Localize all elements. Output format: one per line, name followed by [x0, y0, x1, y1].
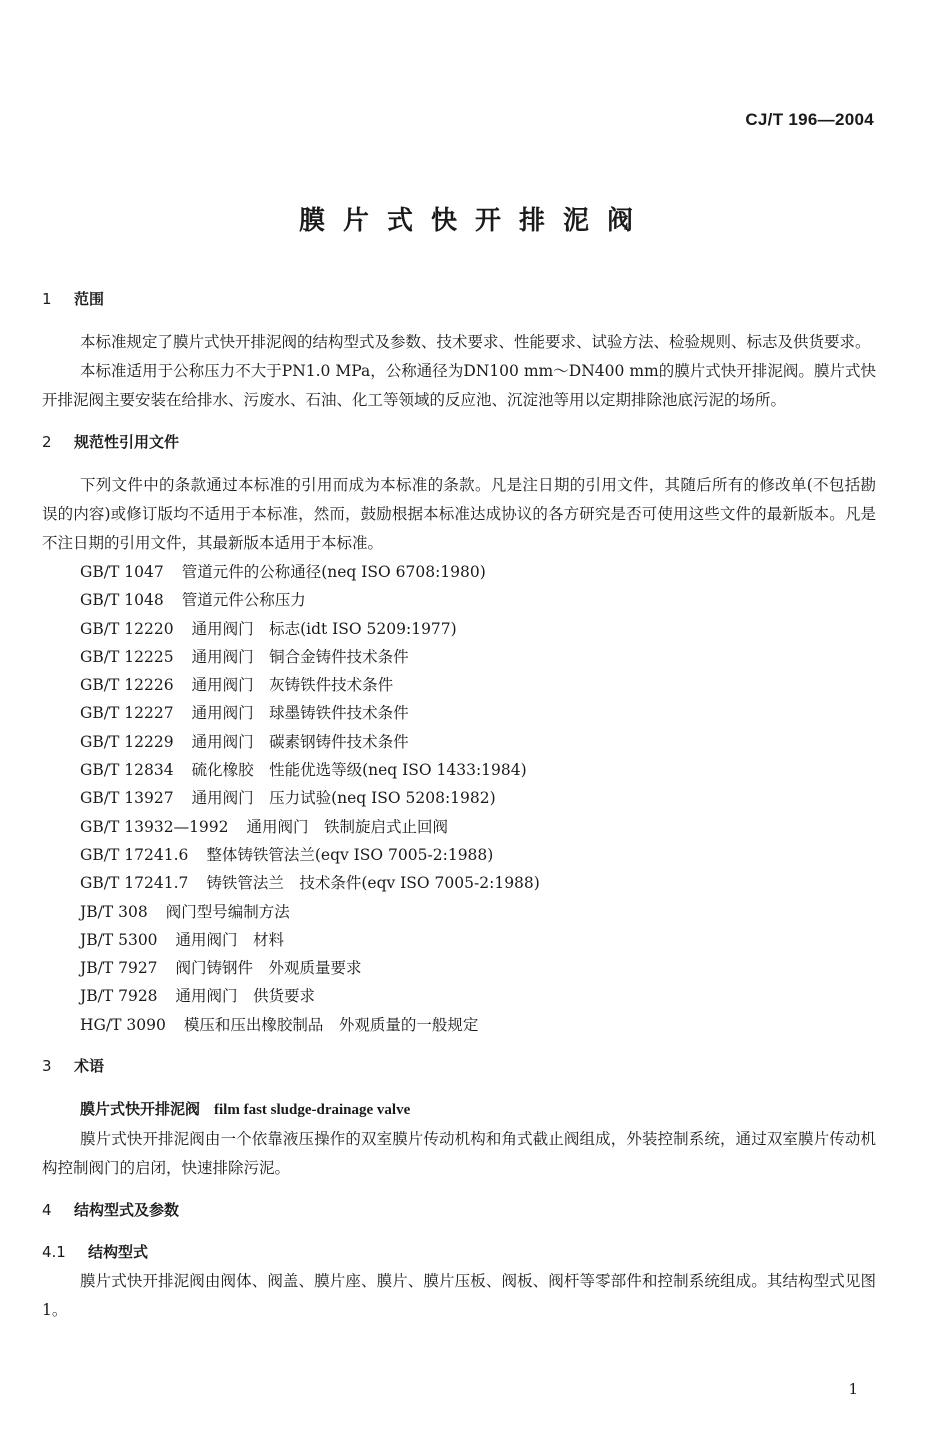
section-title: 规范性引用文件 — [74, 433, 180, 451]
reference-title: 模压和压出橡胶制品 外观质量的一般规定 — [183, 1015, 479, 1034]
reference-title: 管道元件公称压力 — [181, 591, 306, 610]
reference-item — [42, 615, 876, 643]
reference-code: JB/T 7927 — [80, 959, 158, 978]
reference-item — [42, 558, 876, 586]
reference-title: 整体铸铁管法兰(eqv ISO 7005-2:1988) — [206, 845, 494, 864]
section-4-heading — [42, 1195, 876, 1225]
paragraph: 下列文件中的条款通过本标准的引用而成为本标准的条款。凡是注日期的引用文件，其随后所有的修改单(不包括勘误的内容)或修订版均不适用于本标准，然而，鼓励根据本标准达成协议的各方研究是否可使用这些文件的最新版本。凡是不注日期的引用文件，其最新版本适用于本标准。 — [42, 476, 876, 552]
document-title: 膜片式快开排泥阀 — [298, 206, 651, 236]
reference-item — [42, 643, 876, 671]
reference-title: 通用阀门 灰铸铁件技术条件 — [191, 676, 394, 695]
section-number: 3 — [42, 1057, 52, 1076]
reference-code: JB/T 5300 — [80, 930, 158, 949]
subsection-title: 结构型式 — [88, 1243, 149, 1262]
page-number: 1 — [848, 1380, 858, 1398]
reference-code: GB/T 12220 — [80, 619, 174, 638]
reference-code: GB/T 13927 — [80, 789, 174, 808]
paragraph: 本标准规定了膜片式快开排泥阀的结构型式及参数、技术要求、性能要求、试验方法、检验规则、标志及供货要求。 — [80, 333, 871, 351]
subsection-4-1-heading — [42, 1237, 876, 1267]
section-title: 结构型式及参数 — [74, 1201, 180, 1220]
reference-title: 通用阀门 压力试验(neq ISO 5208:1982) — [191, 789, 496, 808]
reference-item — [42, 728, 876, 756]
section-title: 术语 — [74, 1057, 105, 1076]
term-english: film fast sludge-drainage valve — [214, 1102, 411, 1119]
document-body — [42, 284, 876, 1325]
reference-code: GB/T 12225 — [80, 647, 174, 666]
reference-list — [42, 558, 876, 1039]
reference-title: 通用阀门 铜合金铸件技术条件 — [191, 647, 409, 666]
reference-item — [42, 869, 876, 897]
reference-item — [42, 813, 876, 841]
paragraph: 膜片式快开排泥阀由阀体、阀盖、膜片座、膜片、膜片压板、阀板、阀杆等零部件和控制系统组成。其结构型式见图1。 — [42, 1272, 876, 1320]
reference-code: GB/T 12834 — [80, 761, 174, 780]
reference-item — [42, 784, 876, 812]
reference-title: 通用阀门 标志(idt ISO 5209:1977) — [191, 619, 457, 638]
section-number: 1 — [42, 290, 52, 308]
reference-item — [42, 954, 876, 982]
reference-title: 通用阀门 碳素钢铸件技术条件 — [191, 732, 409, 751]
section-number: 4 — [42, 1201, 52, 1220]
reference-title: 阀门铸钢件 外观质量要求 — [175, 959, 362, 978]
reference-item — [42, 982, 876, 1010]
reference-title: 通用阀门 供货要求 — [175, 987, 316, 1006]
reference-item — [42, 756, 876, 784]
reference-code: GB/T 12226 — [80, 676, 174, 695]
paragraph: 本标准适用于公称压力不大于PN1.0 MPa，公称通径为DN100 mm～DN400 mm的膜片式快开排泥阀。膜片式快开排泥阀主要安装在给排水、污废水、石油、化工等领域的反应池、沉淀池等用以定期排除池底污泥的场所。 — [42, 362, 876, 409]
reference-title: 通用阀门 材料 — [175, 930, 285, 949]
reference-title: 管道元件的公称通径(neq ISO 6708:1980) — [181, 563, 486, 581]
reference-item — [42, 1011, 876, 1039]
section-3-heading — [42, 1051, 876, 1081]
reference-item — [42, 898, 876, 926]
reference-item — [42, 926, 876, 954]
section-1-heading — [42, 284, 876, 314]
reference-code: GB/T 13932—1992 — [80, 817, 229, 836]
reference-code: GB/T 12227 — [80, 704, 174, 723]
reference-code: GB/T 12229 — [80, 732, 174, 751]
reference-title: 阀门型号编制方法 — [165, 902, 290, 921]
reference-item — [42, 699, 876, 727]
reference-title: 硫化橡胶 性能优选等级(neq ISO 1433:1984) — [191, 761, 527, 780]
term-entry — [42, 1095, 876, 1125]
reference-code: GB/T 17241.7 — [80, 874, 189, 893]
section-title: 范围 — [74, 290, 105, 308]
reference-item — [42, 586, 876, 614]
section-2-heading — [42, 427, 876, 457]
reference-code: GB/T 17241.6 — [80, 845, 189, 864]
reference-code: JB/T 7928 — [80, 987, 158, 1006]
reference-code: JB/T 308 — [80, 902, 148, 921]
section-number: 2 — [42, 433, 52, 451]
paragraph: 膜片式快开排泥阀由一个依靠液压操作的双室膜片传动机构和角式截止阀组成，外装控制系统，通过双室膜片传动机构控制阀门的启闭，快速排除污泥。 — [42, 1130, 876, 1178]
reference-code: GB/T 1047 — [80, 563, 164, 581]
reference-title: 通用阀门 球墨铸铁件技术条件 — [191, 704, 409, 723]
term-chinese: 膜片式快开排泥阀 — [80, 1100, 201, 1119]
reference-title: 铸铁管法兰 技术条件(eqv ISO 7005-2:1988) — [206, 874, 540, 893]
reference-item — [42, 841, 876, 869]
standard-code: CJ/T 196—2004 — [745, 110, 874, 129]
reference-item — [42, 671, 876, 699]
reference-title: 通用阀门 铁制旋启式止回阀 — [246, 817, 449, 836]
reference-code: HG/T 3090 — [80, 1015, 166, 1034]
reference-code: GB/T 1048 — [80, 591, 164, 610]
subsection-number: 4.1 — [42, 1243, 66, 1262]
